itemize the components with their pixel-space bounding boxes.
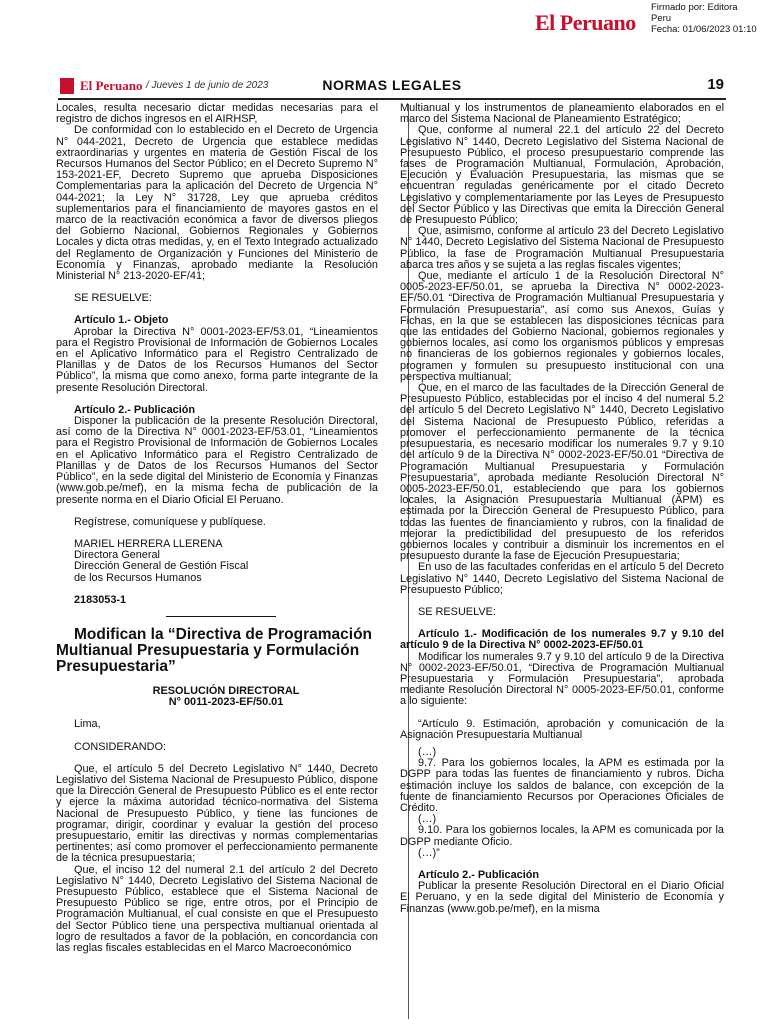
right-column	[400, 103, 724, 915]
signature-line: Firmado por: Editora	[651, 2, 738, 13]
paragraph: Que, el inciso 12 del numeral 2.1 del artículo 2 del Decreto Legislativo N° 1440, Decreto Legislativo del Sistema Nacional de Presupuesto Público, establece que el Sistema Nacional de Presupuesto Público se rige, entre otros, por el Principio de Programación Multianual, el cual consiste en que el Presupuesto del Sector Público tiene una perspectiva multianual orientada al logro de resultados a favor de la población, en concordancia con las reglas fiscales establecidas en el Marco Macroeconómico	[56, 863, 378, 954]
signatory-role: Directora General	[74, 549, 160, 562]
quote-paragraph: 9.10. Para los gobiernos locales, la APM es comunicada por la DGPP mediante Oficio.	[400, 824, 724, 848]
article-title: Artículo 1.- Objeto	[74, 314, 169, 327]
paragraph: Que, conforme al numeral 22.1 del artículo 22 del Decreto Legislativo N° 1440, Decreto Legislativo del Sistema Nacional de Presupuesto Público, el proceso presupuestario comprende las fases de Programación Multianual, Formulación, Aprobación, Ejecución y Evaluación Presupuestaria, las mismas que se encuentran reguladas genéricamente por el citado Decreto Legislativo y complementariamente por las Leyes de Presupuesto del Sector Público y las Directivas que emita la Dirección General de Presupuesto Público;	[400, 124, 724, 227]
resolution-type: RESOLUCIÓN DIRECTORAL	[152, 684, 300, 697]
header-date: / Jueves 1 de junio de 2023	[146, 80, 269, 91]
paragraph: Modificar los numerales 9.7 y 9.10 del artículo 9 de la Directiva N° 0002-2023-EF/50.01, “Directiva de Programación Multianual Presupuestaria y Formulación Presupuestaria”, aprobada mediante Resolución Directoral N° 0005-2023-EF/50.01, conforme a lo siguiente:	[400, 650, 724, 708]
paragraph: Disponer la publicación de la presente Resolución Directoral, así como de la Directiva N° 0001-2023-EF/53.01, “Lineamientos para el Registro Provisional de Información de Gobiernos Locales en el Aplicativo Informático para el Registro Centralizado de Planillas y de Datos de los Recursos Humanos del Sector Público”, en la sede digital del Ministerio de Economía y Finanzas (www.gob.pe/mef), en la misma fecha de publicación de la presente norma en el Diario Oficial El Peruano.	[56, 415, 378, 506]
publication-code: 2183053-1	[74, 593, 127, 606]
quote-heading: “Artículo 9. Estimación, aprobación y comunicación de la Asignación Presupuestaria Multianual	[400, 717, 724, 741]
ellipsis: (…)”	[418, 846, 440, 859]
paragraph: Que, asimismo, conforme al artículo 23 del Decreto Legislativo N° 1440, Decreto Legislativo del Sistema Nacional de Presupuesto Público, la fase de Programación Multianual Presupuestaria abarca tres años y se sujeta a las reglas fiscales vigentes;	[400, 225, 724, 271]
norm-title: Modifican la “Directiva de Programación Multianual Presupuestaria y Formulación Presupuestaria”	[56, 625, 373, 675]
resuelve-label: SE RESUELVE:	[74, 292, 152, 305]
page-number: 19	[707, 76, 724, 93]
page-header	[58, 76, 726, 102]
article-title: Artículo 1.- Modificación de los numerales 9.7 y 9.10 del artículo 9 de la Directiva N° 0002-2023-EF/50.01	[400, 628, 724, 652]
paragraph: Publicar la presente Resolución Directoral en el Diario Oficial El Peruano, y en la sede digital del Ministerio de Economía y Finanzas (www.gob.pe/mef), en la misma	[400, 880, 724, 915]
article-title: Artículo 2.- Publicación	[74, 403, 196, 416]
signatory-office: Dirección General de Gestión Fiscal	[74, 560, 249, 573]
section-title: NORMAS LEGALES	[322, 77, 462, 93]
ellipsis: (…)	[418, 745, 437, 758]
article-title: Artículo 2.- Publicación	[418, 869, 540, 881]
considerando-label: CONSIDERANDO:	[74, 740, 166, 753]
masthead	[0, 0, 768, 72]
signature-line: Fecha: 01/06/2023 01:10	[651, 24, 757, 35]
quote-paragraph: 9.7. Para los gobiernos locales, la APM es estimada por la DGPP para todas las fuentes de financiamiento y rubros. Dicha estimación incluye los saldos de balance, con excepción de la fuente de financiamiento Recursos por Operaciones Oficiales de Crédito.	[400, 757, 724, 814]
header-logo: El Peruano	[80, 78, 143, 93]
signatory-office: de los Recursos Humanos	[74, 571, 202, 584]
paragraph: En uso de las facultades conferidas en el artículo 5 del Decreto Legislativo N° 1440, Decreto Legislativo del Sistema Nacional de Presupuesto Público;	[400, 561, 724, 596]
closing-formula: Regístrese, comuníquese y publíquese.	[74, 515, 266, 528]
resolution-number: N° 0011-2023-EF/50.01	[168, 696, 284, 709]
signatory-name: MARIEL HERRERA LLERENA	[74, 537, 223, 550]
left-column	[56, 103, 378, 954]
separator-rule	[166, 616, 276, 617]
digital-signature	[651, 2, 757, 35]
paragraph: Que, mediante el artículo 1 de la Resolución Directoral N° 0005-2023-EF/50.01, se aprueba la Directiva N° 0002-2023-EF/50.01 “Directiva de Programación Multianual Presupuestaria y Formulación Presupuestaria”, así como sus Anexos, Guías y Fichas, en la que se establecen las disposiciones técnicas para que las entidades del Gobierno Nacional, gobiernos regionales y gobiernos locales, así como los organismos públicos y empresas no financieras de los gobiernos regionales y gobiernos locales, programen y formulen su presupuesto institucional con una perspectiva multianual;	[400, 270, 724, 383]
paragraph: De conformidad con lo establecido en el Decreto de Urgencia N° 044-2021, Decreto de Urgencia que establece medidas extraordinarias y urgentes en materia de Gestión Fiscal de los Recursos Humanos del Sector Público; en el Decreto Supremo N° 153-2021-EF, Decreto Supremo que aprueba Disposiciones Complementarias para la aplicación del Decreto de Urgencia N° 044-2021; la Ley N° 31728, Ley que aprueba créditos suplementarios para el financiamiento de mayores gastos en el marco de la reactivación económica a favor de diversos pliegos del Gobierno Nacional, Gobiernos Regionales y Gobiernos Locales y dicta otras medidas, y, en el Texto Integrado actualizado del Reglamento de Organización y Funciones del Ministerio de Economía y Finanzas, aprobado mediante la Resolución Ministerial N° 213-2020-EF/41;	[56, 124, 378, 283]
newspaper-logo: El Peruano	[535, 10, 636, 35]
paragraph: Multianual y los instrumentos de planeamiento elaborados en el marco del Sistema Nacional de Planeamiento Estratégico;	[400, 102, 724, 126]
paragraph: Que, el artículo 5 del Decreto Legislativo N° 1440, Decreto Legislativo del Sistema Nacional de Presupuesto Público, dispone que la Dirección General de Presupuesto Público es el ente rector y ejerce la máxima autoridad técnico-normativa del Sistema Nacional de Presupuesto Público, y tiene las funciones de programar, dirigir, coordinar y evaluar la gestión del proceso presupuestario, emitir las directivas y normas complementarias pertinentes; así como promover el perfeccionamiento permanente de la técnica presupuestaria;	[56, 762, 378, 865]
paragraph: Que, en el marco de las facultades de la Dirección General de Presupuesto Público, establecidas por el inciso 4 del numeral 5.2 del artículo 5 del Decreto Legislativo N° 1440, Decreto Legislativo del Sistema Nacional de Presupuesto Público, referidas a promover el perfeccionamiento permanente de la técnica presupuestaria, es necesario modificar los numerales 9.7 y 9.10 del artículo 9 de la Directiva N° 0002-2023-EF/50.01 “Directiva de Programación Multianual Presupuestaria y Formulación Presupuestaria”, aprobada mediante Resolución Directoral N° 0005-2023-EF/50.01, estableciendo que para los gobiernos locales, la Asignación Presupuestaria Multianual (APM) es estimada por la Dirección General de Presupuesto Público, para todas las fuentes de financiamiento y rubros, con la finalidad de mejorar la predictibilidad del presupuesto de los referidos gobiernos locales y contribuir a disminuir los incrementos en el presupuesto durante la fase de Ejecución Presupuestaria;	[400, 382, 724, 563]
signature-line: Peru	[651, 13, 672, 24]
resuelve-label: SE RESUELVE:	[418, 605, 496, 618]
paragraph: Locales, resulta necesario dictar medidas necesarias para el registro de dichos ingresos en el AIRHSP,	[56, 102, 378, 126]
header-rule	[58, 98, 726, 100]
paragraph: Aprobar la Directiva N° 0001-2023-EF/53.01, “Lineamientos para el Registro Provisional de Información de Gobiernos Locales en el Aplicativo Informático para el Registro Centralizado de Planillas y de Datos de los Recursos Humanos del Sector Público”, la misma que como anexo, forma parte integrante de la presente Resolución Directoral.	[56, 325, 378, 394]
place: Lima,	[74, 718, 101, 731]
ellipsis: (…)	[418, 813, 437, 826]
